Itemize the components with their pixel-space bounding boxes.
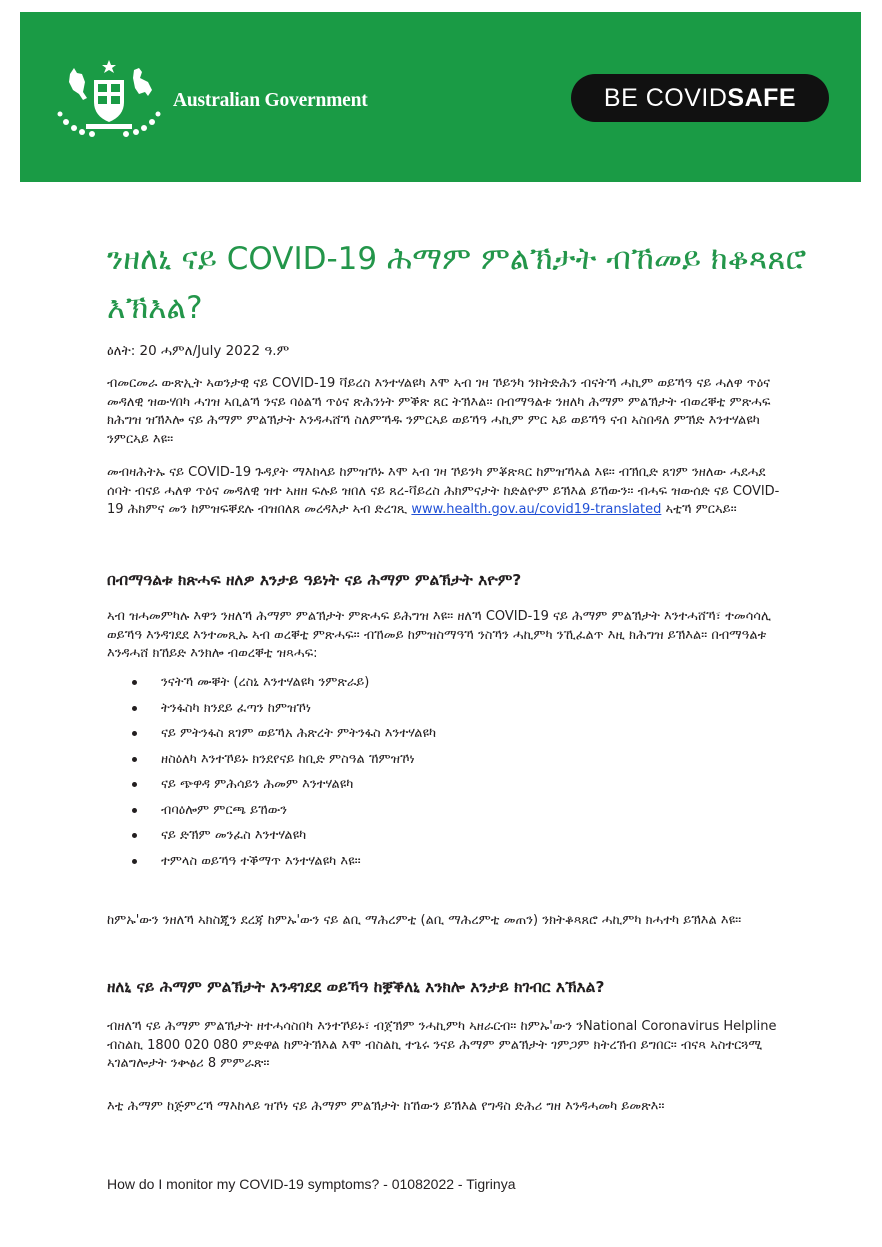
- header-banner: [20, 12, 861, 182]
- bullet-icon: [132, 731, 137, 736]
- logo-prefix: BE COVID: [603, 84, 728, 112]
- list-item: [107, 776, 747, 802]
- bullet-icon: [132, 757, 137, 762]
- list-item: [107, 751, 747, 777]
- government-name: Australian Government: [173, 90, 368, 111]
- symptom-text: ትንፋስካ ክንደይ ፈጣን ከምዝኾነ: [161, 700, 312, 716]
- intro-paragraph-2-text: መብዛሕትኡ ናይ COVID-19 ጉዳያት ማእከላይ ከምዝኾኑ እሞ ኣብ ገዛ ኾይንካ ምቖጽጻር ከምዝኻኣል እዩ። ብኽቢድ ጸገም ንዘለው ሓደሓደ ሰባት ብናይ ሓለዋ ጥዕና መዳለዊ ዝተ ኣዘዘ ፍሉይ ዝበለ ናይ ጸረ-ቫይረስ ሕክምናታት ከድልዮም ይኽእል ይኸውን። ብሓፍ ዝውሰድ ናይ COVID-19 ሕክምና መን ከምዝፍቐደሉ ብዝበለጸ መረዳእታ ኣብ ድረገጺ: [107, 465, 780, 517]
- symptoms-closing-paragraph: ከምኡ'ውን ንዘለኻ ኣክስጂን ደረጃ ከምኡ'ውን ናይ ልቢ ማሕረምቲ (ልቢ ማሕረምቲ መጠን) ንክትቆጻጸሮ ሓኪምካ ክሓተካ ይኽእል እዩ።: [107, 913, 742, 928]
- symptom-text: ዘስዕለካ እንተኾይኑ ክንደየናይ ከቢድ ምስዓል ኸምዝኾነ: [161, 751, 415, 767]
- list-item: [107, 700, 747, 726]
- coat-of-arms-icon: [50, 56, 168, 146]
- intro-paragraph-2-end: ኣቲኻ ምርኣይ።: [661, 502, 737, 517]
- page-title: ንዘለኒ ናይ COVID-19 ሕማም ምልኽታት ብኸመይ ክቆጻጸሮ እኽእል?: [107, 241, 807, 326]
- helpline-paragraph: ብዘለኻ ናይ ሕማም ምልኽታት ዘተሓሳስበካ እንተኾይኑ፣ ብጀኽም ንሓኪምካ ኣዘራርብ። ከምኡ'ውን ንNational Coronavirus Helpline ብስልኪ 1800 020 080 ምድዋል ከምትኽእል እሞ ብስልኪ ተጌሩ ንናይ ሕማም ምልኽታት ገምጋም ክትረኽብ ይግበር። ብናጻ ኣስተርጓሚ ኣገልግሎታት ንቍፅሪ 8 ምምራጽ።: [107, 1019, 777, 1071]
- intro-paragraph-2: [107, 464, 782, 520]
- symptom-text: ናይ ድኽም መንፈስ እንተሃልዩካ: [161, 828, 307, 843]
- symptom-list: [107, 674, 747, 878]
- page-footer: How do I monitor my COVID-19 symptoms? - 01082022 - Tigrinya: [107, 1176, 516, 1192]
- bullet-icon: [132, 782, 137, 787]
- list-item: [107, 674, 747, 700]
- list-item: [107, 725, 747, 751]
- list-item: [107, 853, 747, 879]
- symptom-text: ናይ ጭዋዳ ምሕሳይን ሕመም እንተሃልዩካ: [161, 777, 354, 792]
- worsening-paragraph: እቲ ሕማም ከጅምረኻ ማእከላይ ዝኾነ ናይ ሕማም ምልኽታት ከኸውን ይኽእል የግዳስ ድሕሪ ግዘ እንዳሓመካ ይመጽእ።: [107, 1099, 665, 1114]
- symptom-text: ናይ ምትንፋስ ጸገም ወይኻአ ሕጽረት ምትንፋስ እንተሃልዩካ: [161, 726, 437, 741]
- symptom-text: ተምላስ ወይኻዓ ተቕማጥ እንተሃልዩካ እዩ።: [161, 853, 361, 869]
- symptoms-lead-paragraph: ኣብ ዝሓመምካሉ እዋን ንዘለኻ ሕማም ምልኽታት ምጽሓፍ ይሕግዝ እዩ። ዘለኻ COVID-19 ናይ ሕማም ምልኽታት እንተሓሸኻ፣ ተመሳሳሊ ወይኻዓ እንዳገደደ እንተመጺኡ ኣብ ወረቐቲ ምጽሓፍ። ብኸመይ ከምዝስማዓኻ ንስኻን ሓኪምካ ንኺፈልጥ እዚ ክሕግዝ ይኽእል። በብማዓልቱ እንዳሓሸ ክኸይድ እንክሎ ብወረቐቲ ዝጻሓፍ:: [107, 609, 772, 661]
- symptom-text: ብባዕሎም ምርጫ ይኸውን: [161, 802, 288, 818]
- section-heading-symptoms: በብማዓልቱ ክጽሓፍ ዘለዎ እንታይ ዓይነት ናይ ሕማም ምልኽታት እዮም?: [107, 571, 522, 589]
- intro-paragraph-1: ብመርመራ ውጽኢት ኣወንታዊ ናይ COVID-19 ቫይረስ እንተሃልዩካ እሞ ኣብ ገዛ ኾይንካ ንክትድሕን ብናትኻ ሓኪም ወይኻዓ ናይ ሓለዋ ጥዕና መዳለዊ ዝውሃበካ ሓገዝ ኣቢልኻ ንናይ ባዕልኻ ጥዕና ጽሕንነት ምቕጽ ጸር ትኽእል። በብማዓልቱ ንዘለካ ሕማም ምልኽታት ብወረቐቲ ምጽሓፍ ክሕግዝ ዝኽእሎ ናይ ሕማም ምልኽታት እንዳሓሸኻ ስለምኻዱ ንምርኣይ ወይኻዓ ሓኪም ምር ኣይ ወይኻዓ ናብ ኣስበዳለ ምኽድ እንተሃልዩካ ንምርኣይ እዩ።: [107, 376, 771, 447]
- publication-date: ዕለት: 20 ሓምለ/July 2022 ዓ.ም: [107, 343, 290, 359]
- list-item: [107, 802, 747, 828]
- logo-emphasis: SAFE: [727, 84, 797, 112]
- section-heading-worsening: ዘለኒ ናይ ሕማም ምልኽታት እንዳገደደ ወይኻዓ ከቛቕለኒ እንክሎ እንታይ ክገብር እኽእል?: [107, 978, 605, 996]
- bullet-icon: [132, 859, 137, 864]
- bullet-icon: [132, 808, 137, 813]
- translated-resources-link[interactable]: www.health.gov.au/covid19-translated: [411, 502, 662, 517]
- list-item: [107, 827, 747, 853]
- bullet-icon: [132, 833, 137, 838]
- be-covidsafe-logo: [571, 74, 829, 122]
- bullet-icon: [132, 706, 137, 711]
- symptom-text: ንናትኻ ሙቐት (ረስኒ እንተሃልዩካ ንምጽራይ): [161, 675, 370, 690]
- bullet-icon: [132, 680, 137, 685]
